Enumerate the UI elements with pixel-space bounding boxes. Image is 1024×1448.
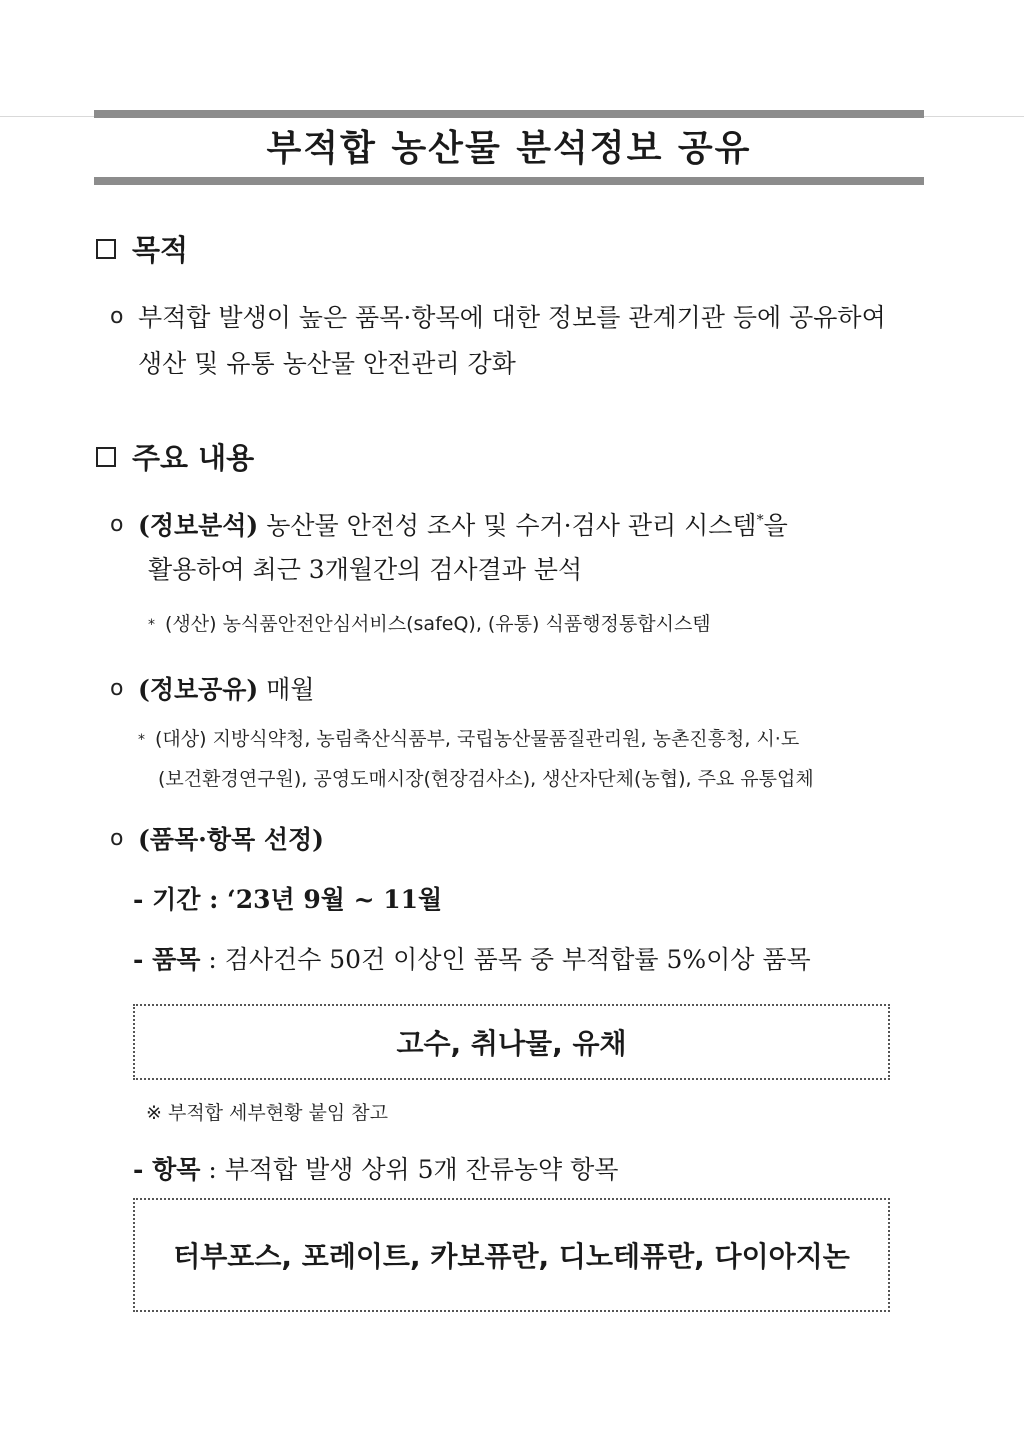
asterisk-icon: * (138, 731, 145, 748)
selection-heading (138, 820, 324, 856)
sharing-note-1 (138, 724, 799, 751)
purpose-line-1: 부적합 발생이 높은 품목·항목에 대한 정보를 관계기관 등에 공유하여 (138, 303, 886, 332)
selection-items-text: : 검사건수 50건 이상인 품목 중 부적합률 5%이상 품목 (208, 945, 811, 974)
sharing-label: (정보공유) (138, 675, 259, 704)
section-purpose-title: 목적 (132, 233, 189, 267)
analysis-line-1 (138, 506, 788, 542)
analysis-note (148, 609, 711, 636)
title-bar-bottom (94, 177, 924, 185)
analysis-star-mark: * (756, 512, 764, 529)
analysis-text: 농산물 안전성 조사 및 수거·검사 관리 시스템 (266, 511, 757, 540)
analysis-note-text: (생산) 농식품안전안심서비스(safeQ), (유통) 식품행정통합시스템 (165, 613, 711, 635)
selection-items-label: - 품목 (133, 945, 201, 974)
analysis-line-2: 활용하여 최근 3개월간의 검사결과 분석 (148, 555, 583, 584)
bullet-icon: o (110, 676, 124, 701)
sharing-note-text-1: (대상) 지방식약청, 농림축산식품부, 국립농산물품질관리원, 농촌진흥청, 시·도 (155, 728, 800, 750)
pesticide-box: 터부포스, 포레이트, 카보퓨란, 디노테퓨란, 다이아지논 (133, 1198, 890, 1312)
selection-period: - 기간 : ‘23년 9월 ~ 11월 (133, 885, 443, 914)
selection-pesticide-text: : 부적합 발생 상위 5개 잔류농약 항목 (208, 1155, 619, 1184)
section-main-title: 주요 내용 (132, 441, 255, 475)
selection-pesticide-line (133, 1150, 618, 1186)
title-bar-top (94, 110, 924, 118)
sharing-note-2: (보건환경연구원), 공영도매시장(현장검사소), 생산자단체(농협), 주요 유통업체 (158, 768, 814, 790)
sharing-line (138, 670, 315, 706)
section-main-heading (96, 436, 254, 477)
checkbox-square-icon (96, 239, 116, 259)
analysis-text-end: 을 (763, 511, 788, 540)
bullet-icon: o (110, 826, 124, 851)
page-title: 부적합 농산물 분석정보 공유 (266, 128, 752, 169)
section-purpose-heading (96, 228, 188, 269)
sharing-text: 매월 (266, 675, 315, 704)
asterisk-icon: * (148, 616, 155, 633)
checkbox-square-icon (96, 447, 116, 467)
reference-note: ※ 부적합 세부현황 붙임 참고 (146, 1102, 388, 1124)
bullet-icon: o (110, 512, 124, 537)
selection-items-line (133, 940, 811, 976)
purpose-line-2: 생산 및 유통 농산물 안전관리 강화 (138, 349, 516, 378)
bullet-icon: o (110, 304, 124, 329)
selection-pesticide-label: - 항목 (133, 1155, 201, 1184)
analysis-label: (정보분석) (138, 511, 259, 540)
selection-label: (품목·항목 선정) (138, 825, 324, 854)
items-box: 고수, 취나물, 유채 (133, 1004, 890, 1080)
